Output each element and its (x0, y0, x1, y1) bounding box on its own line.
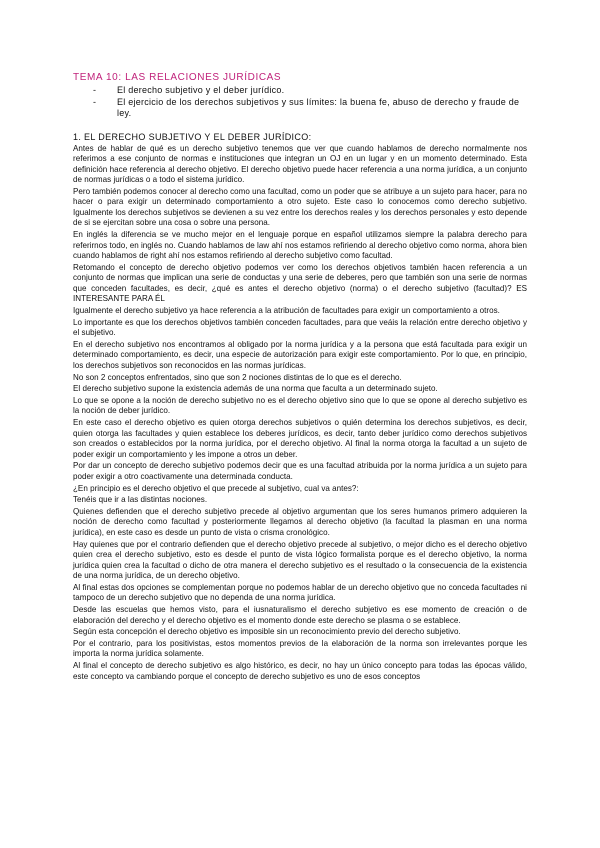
paragraph: Pero también podemos conocer al derecho como una facultad, como un poder que se atribuye a un sujeto para hacer, para no hacer o para exigir un determinado comportamiento a otro sujeto. Este caso lo conocemos como derecho subjetivo. Igualmente los derechos subjetivos se devienen a su vez entre los derechos reales y los derechos personales y esto depende de si se ejercitan sobre una cosa o sobre una persona. (73, 186, 527, 228)
paragraph: El derecho subjetivo supone la existencia además de una norma que faculta a un determinado sujeto. (73, 384, 438, 394)
paragraph: Hay quienes que por el contrario defienden que el derecho objetivo precede al subjetivo, o mejor dicho es el derecho objetivo quien crea el derecho subjetivo, esto es desde el punto de vista lógico formalista porque es el derecho objetivo, la norma jurídica quien crea la facultad o dicho de otra manera el derecho subjetivo es el resultado o la consecuencia de la existencia de una norma jurídica, de un derecho objetivo. (73, 539, 527, 581)
paragraph: Según esta concepción el derecho objetivo es imposible sin un reconocimiento previo del derecho subjetivo. (73, 627, 461, 637)
topic-item: - El ejercicio de los derechos subjetivos y sus límites: la buena fe, abuso de derecho y fraude de ley. (93, 97, 527, 120)
paragraph: Quienes defienden que el derecho subjetivo precede al objetivo argumentan que los seres humanos primero adquieren la noción de derecho como facultad y posteriormente llegamos al derecho objetivo (la facultad la plasman en una norma jurídica), en este caso es desde un punto de vista o crisma cronológico. (73, 506, 527, 537)
paragraph: Por dar un concepto de derecho subjetivo podemos decir que es una facultad atribuida por la norma jurídica a un sujeto para poder exigir a otro coactivamente una determinada conducta. (73, 461, 527, 481)
section-heading: 1. EL DERECHO SUBJETIVO Y EL DEBER JURÍDICO: (73, 131, 312, 142)
paragraph: En inglés la diferencia se ve mucho mejor en el lenguaje porque en español utilizamos siempre la palabra derecho para referirnos todo, en inglés no. Cuando hablamos de law ahí nos estamos refiriendo al derecho objetivo como norma, ahora bien cuando hablamos de right ahí nos estamos refiriendo al derecho subjetivo como facultad. (73, 230, 527, 261)
paragraph: Por el contrario, para los positivistas, estos momentos previos de la elaboración de la norma son irrelevantes porque les importa la norma jurídica solamente. (73, 638, 527, 659)
paragraph: ¿En principio es el derecho objetivo el que precede al subjetivo, cual va antes?: (73, 483, 359, 493)
paragraph: Lo importante es que los derechos objetivos también conceden facultades, para que veáis la relación entre derecho objetivo y el subjetivo. (73, 317, 527, 338)
paragraph: Al final el concepto de derecho subjetivo es algo histórico, es decir, no hay un único concepto para todas las épocas válido, este concepto va cambiando porque el concepto de derecho subjetivo es uno de esos conceptos (73, 661, 527, 681)
paragraph: Antes de hablar de qué es un derecho subjetivo tenemos que ver que cuando hablamos de derecho normalmente nos referimos a ese conjunto de normas e instituciones que integran un OJ en un lugar y en un momento determinado. Esta definición hace referencia al derecho objetivo. El derecho objetivo puede hacer referencia a una norma jurídica, a un conjunto de normas jurídicas o a todo el sistema jurídico. (73, 143, 527, 185)
paragraph: Al final estas dos opciones se complementan porque no podemos hablar de un derecho objetivo que no conceda facultades ni tampoco de un derecho subjetivo que no dependa de una norma jurídica. (73, 582, 527, 603)
topic-item: - El derecho subjetivo y el deber jurídico. (93, 85, 527, 97)
paragraph: Retomando el concepto de derecho objetivo podemos ver como los derechos objetivos también hacen referencia a un conjunto de normas que implican una serie de conductas y una serie de deberes, pero que también son una serie de normas que conceden facultades, es decir, ¿qué es antes el derecho objetivo (norma) o el derecho subjetivo (facultad)? ES INTERESANTE PARA ÉL (73, 262, 527, 304)
paragraph: Igualmente el derecho subjetivo ya hace referencia a la atribución de facultades para exigir un comportamiento a otros. (73, 306, 500, 316)
paragraph: No son 2 conceptos enfrentados, sino que son 2 nociones distintas de lo que es el derecho. (73, 372, 402, 382)
paragraph: En el derecho subjetivo nos encontramos al obligado por la norma jurídica y a la persona que está facultada para exigir un determinado comportamiento, es decir, una especie de autorización para exigir este comportamiento. Por lo que, en principio, los derechos subjetivos son reconocidos en las normas jurídicas. (73, 339, 527, 370)
paragraph: Desde las escuelas que hemos visto, para el iusnaturalismo el derecho subjetivo es ese momento de creación o de elaboración del derecho y el derecho objetivo es el momento donde este derecho se plasma o se establece. (73, 605, 527, 625)
paragraph: Tenéis que ir a las distintas nociones. (73, 495, 208, 505)
paragraph: En este caso el derecho objetivo es quien otorga derechos subjetivos o quién determina los derechos subjetivos, es decir, quien otorga las facultades y quien establece los deberes jurídicos, es decir, tanto deber jurídico como derechos subjetivos son creados o establecidos por la norma jurídica, por el derecho objetivo. Al final la norma otorga la facultad a un sujeto de poder exigir un comportamiento y les impone a otros un deber. (73, 418, 527, 459)
document-title: TEMA 10: LAS RELACIONES JURÍDICAS (73, 72, 282, 83)
topic-list (73, 85, 527, 120)
paragraph: Lo que se opone a la noción de derecho subjetivo no es el derecho objetivo sino que lo que se opone al derecho subjetivo es la noción de deber jurídico. (73, 395, 527, 416)
